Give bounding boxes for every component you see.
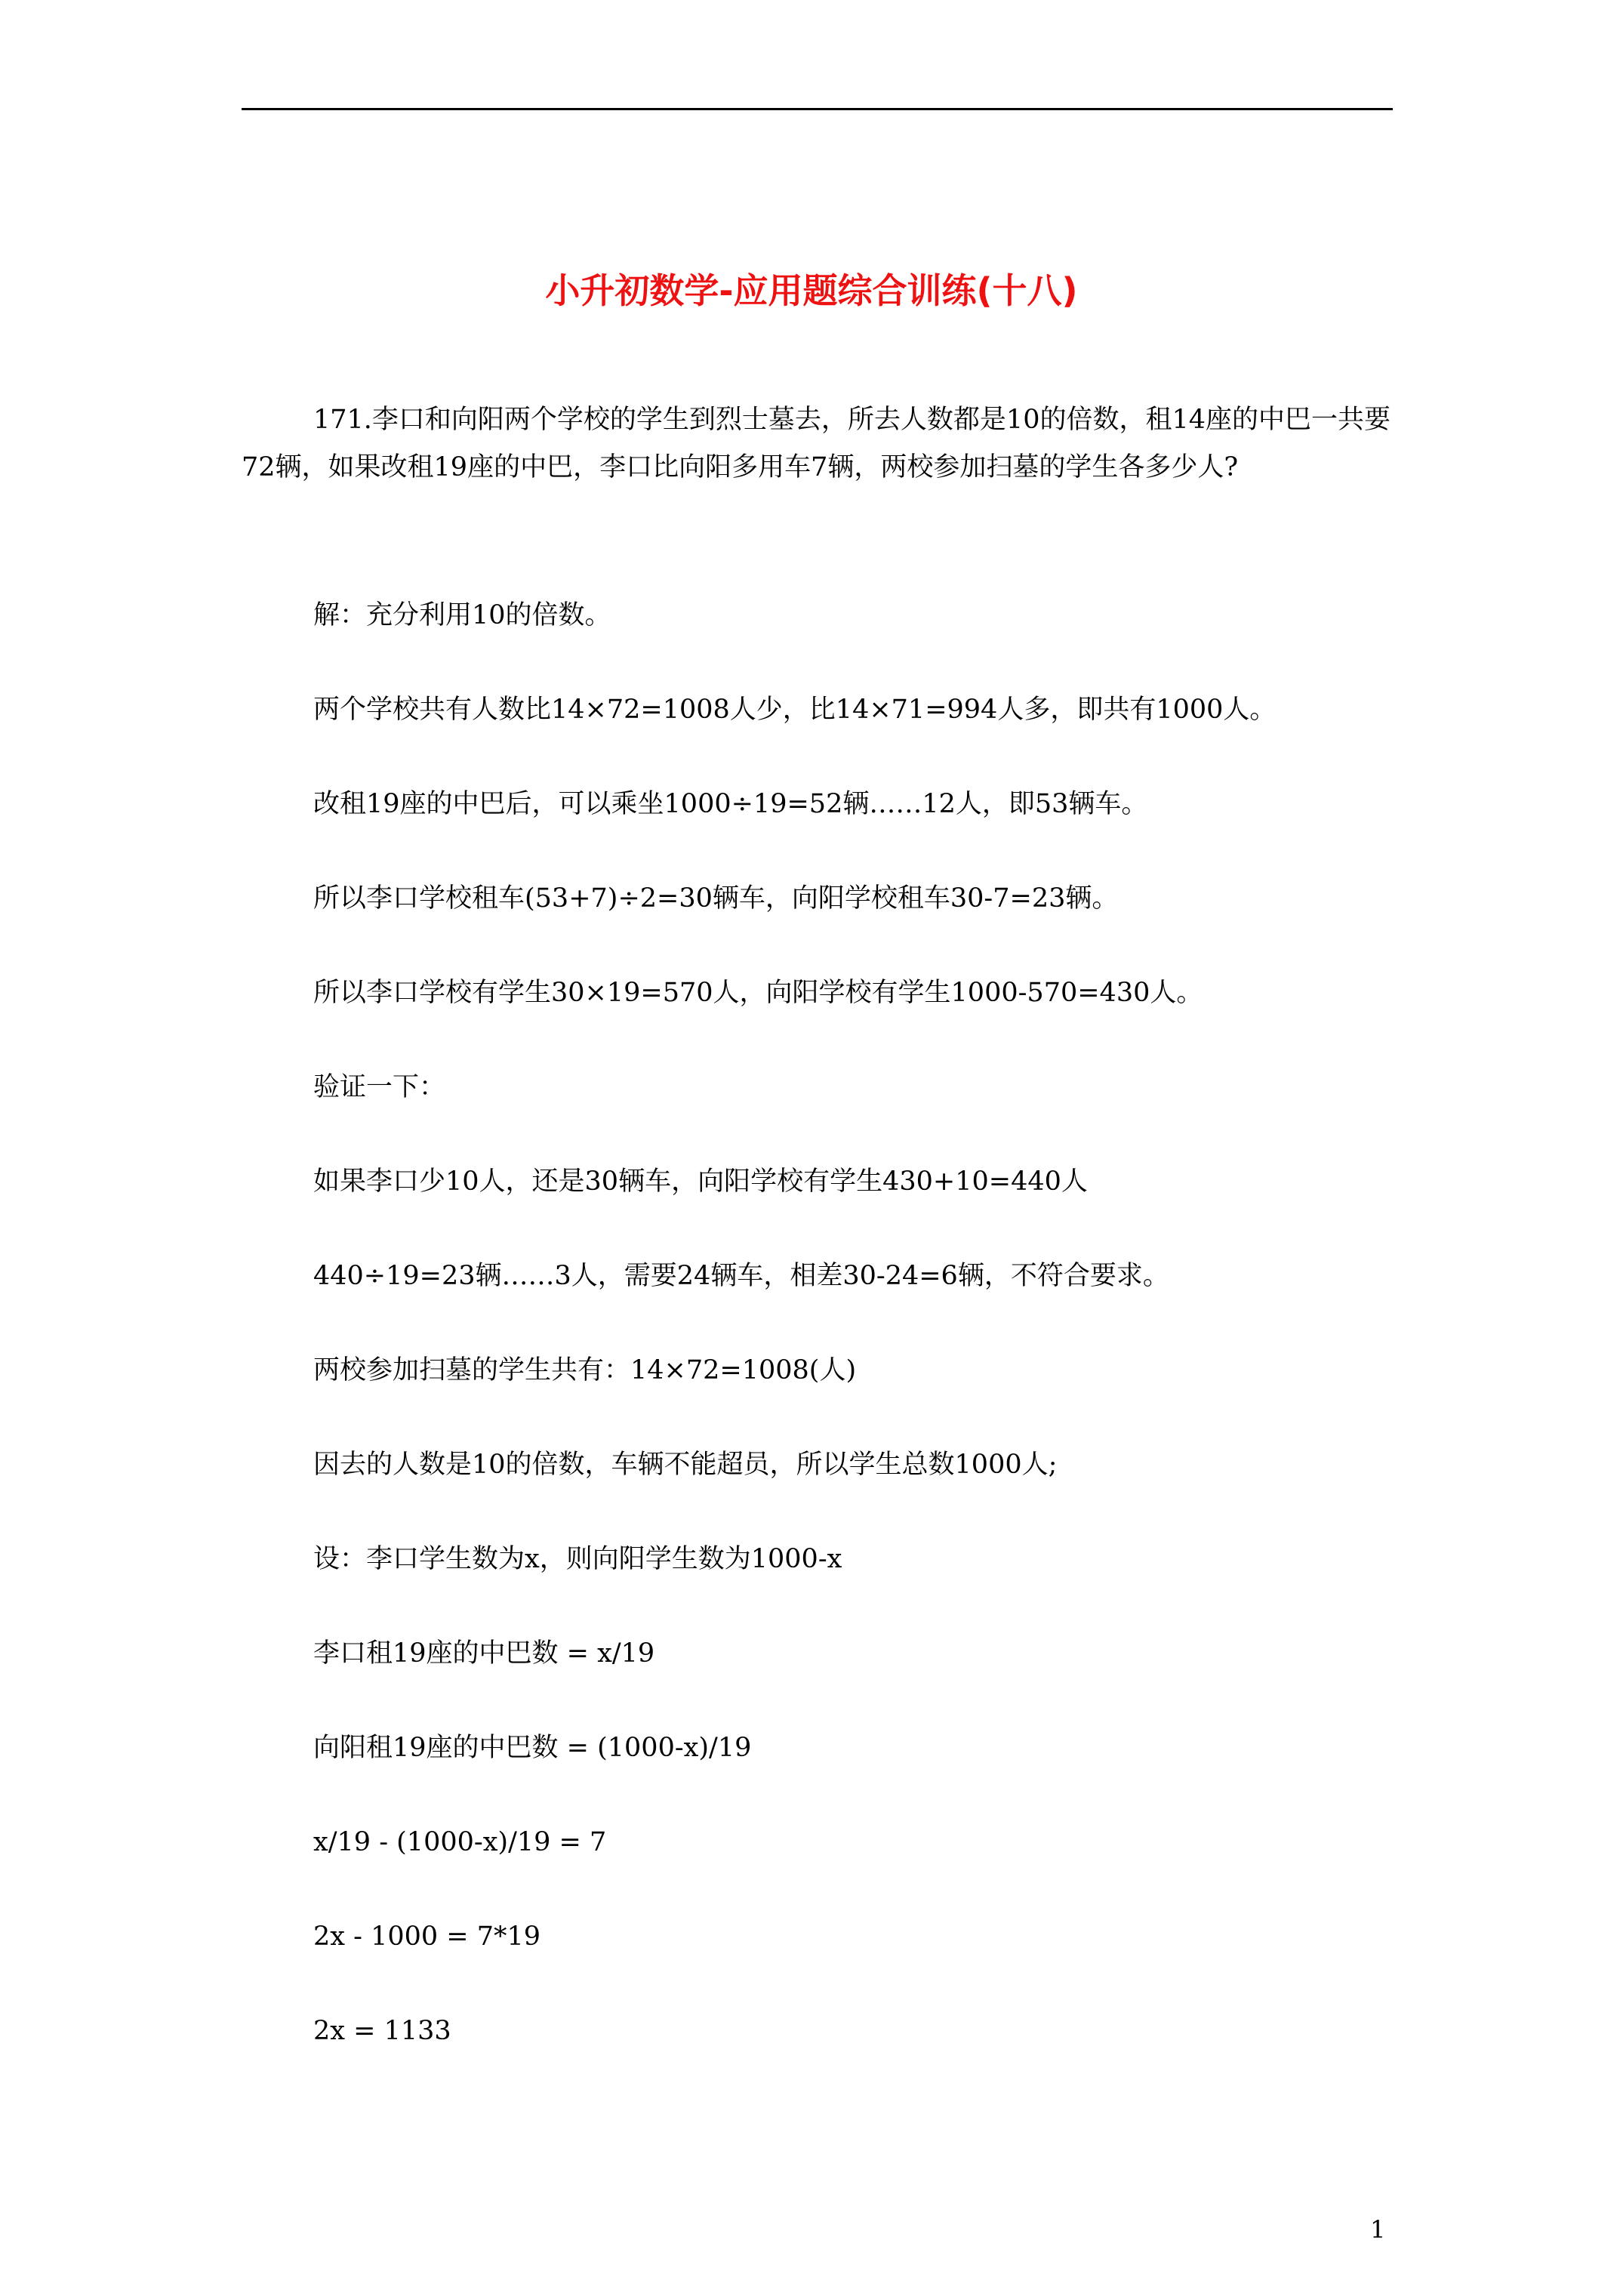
solution-line: 2x = 1133 [313,2016,451,2046]
solution-line: 所以李口学校有学生30×19=570人，向阳学校有学生1000-570=430人。 [313,978,1203,1008]
solution-line: 所以李口学校租车(53+7)÷2=30辆车，向阳学校租车30-7=23辆。 [313,883,1119,914]
solution-line: 2x - 1000 = 7*19 [313,1922,541,1952]
solution-line: 两个学校共有人数比14×72=1008人少，比14×71=994人多，即共有1000人。 [313,695,1277,725]
solution-line: x/19 - (1000-x)/19 = 7 [313,1827,607,1857]
page-number: 1 [1370,2215,1386,2244]
problem-statement: 171.李口和向阳两个学校的学生到烈士墓去，所去人数都是10的倍数，租14座的中巴一共要72辆，如果改租19座的中巴，李口比向阳多用车7辆，两校参加扫墓的学生各多少人? [242,405,1391,482]
solution-line: 解：充分利用10的倍数。 [313,600,611,630]
header-rule [242,108,1393,110]
solution-line: 440÷19=23辆……3人，需要24辆车，相差30-24=6辆，不符合要求。 [313,1261,1169,1291]
solution-line: 改租19座的中巴后，可以乘坐1000÷19=52辆……12人，即53辆车。 [313,789,1148,819]
solution-line: 向阳租19座的中巴数 = (1000-x)/19 [313,1733,752,1763]
solution-line: 设：李口学生数为x，则向阳学生数为1000-x [313,1544,842,1574]
solution-line: 如果李口少10人，还是30辆车，向阳学校有学生430+10=440人 [313,1166,1088,1197]
solution-line: 两校参加扫墓的学生共有：14×72=1008(人) [313,1355,857,1385]
document-title: 小升初数学-应用题综合训练(十八) [545,270,1078,311]
solution-line: 验证一下： [313,1072,446,1102]
solution-line: 因去的人数是10的倍数，车辆不能超员，所以学生总数1000人; [313,1450,1058,1480]
solution-line: 李口租19座的中巴数 = x/19 [313,1638,655,1669]
